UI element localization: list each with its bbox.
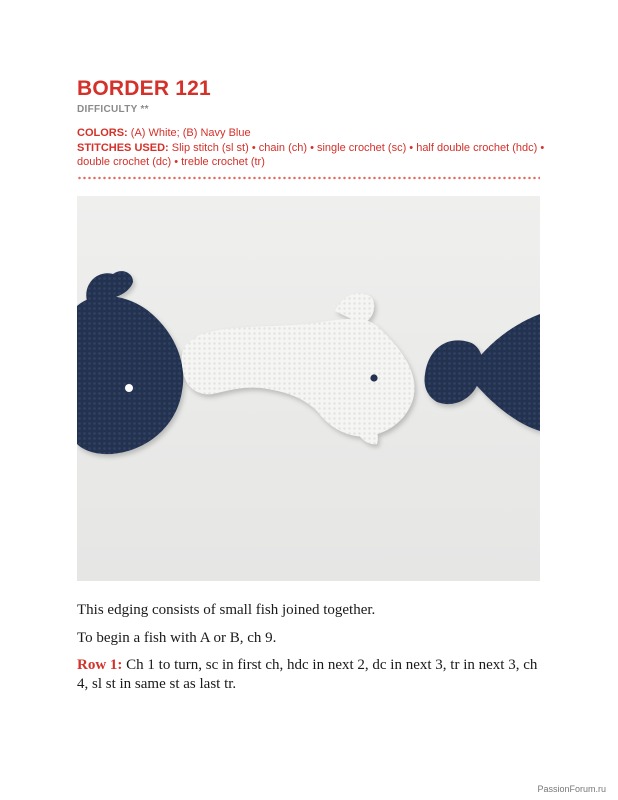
row1-text: Ch 1 to turn, sc in first ch, hdc in next 2, dc in next 3, tr in next 3, ch 4, sl st in same st as last tr.	[77, 657, 538, 692]
colors-label: COLORS:	[77, 127, 128, 139]
colors-value: (A) White; (B) Navy Blue	[130, 127, 251, 139]
intro-paragraph: This edging consists of small fish joined together.	[77, 602, 376, 618]
page-title: BORDER 121	[77, 77, 211, 100]
stitches-line	[77, 142, 547, 169]
row1-label: Row 1:	[77, 657, 123, 673]
white-fish-center	[182, 293, 415, 444]
stitches-value: Slip stitch (sl st) • chain (ch) • single crochet (sc) • half double crochet (hdc) • double crochet (dc) • treble crochet (tr)	[77, 142, 545, 168]
row1-paragraph	[77, 656, 547, 694]
begin-paragraph: To begin a fish with A or B, ch 9.	[77, 630, 277, 646]
difficulty-rating: DIFFICULTY **	[77, 104, 149, 115]
dotted-divider	[77, 176, 540, 180]
fish-border-photo	[77, 196, 540, 581]
colors-line	[77, 127, 547, 139]
fish-illustration	[77, 196, 540, 581]
stitches-label: STITCHES USED:	[77, 142, 169, 154]
navy-fish-left	[77, 271, 183, 454]
watermark: PassionForum.ru	[537, 784, 606, 794]
navy-fish-right	[425, 314, 541, 431]
